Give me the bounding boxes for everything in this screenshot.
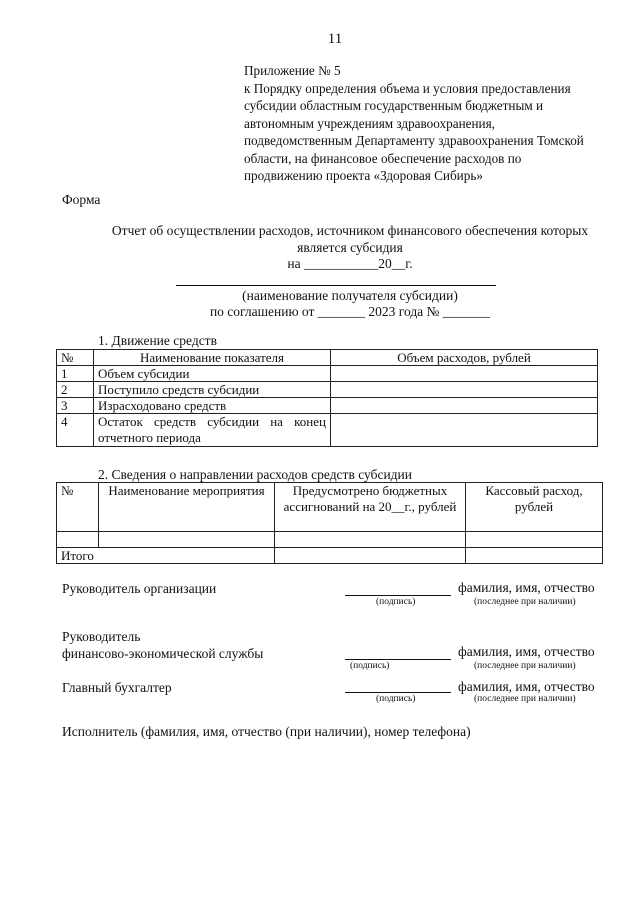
signature-caption: (подпись)	[376, 694, 416, 704]
appendix-line: продвижению проекта «Здоровая Сибирь»	[244, 168, 483, 183]
report-title-line1: Отчет об осуществлении расходов, источником финансового обеспечения которых	[111, 223, 589, 238]
section2-title: 2. Сведения о направлении расходов средств субсидии	[98, 467, 412, 482]
empty-cell	[275, 548, 466, 564]
row-name: Остаток средств субсидии на конец отчетного периода	[94, 414, 331, 447]
report-title-line2: является субсидия	[297, 240, 403, 255]
fio-label: фамилия, имя, отчество	[458, 679, 595, 694]
row-name: Израсходовано средств	[94, 398, 331, 414]
table-row	[57, 532, 603, 548]
report-period: на ___________20__г.	[287, 256, 413, 271]
signature-line	[345, 595, 451, 596]
col-cash-header: Кассовый расход, рублей	[466, 483, 603, 532]
empty-cell	[466, 548, 603, 564]
signature-caption: (подпись)	[350, 661, 390, 671]
table-header-row	[57, 350, 598, 366]
recipient-underline	[176, 285, 496, 286]
signature-caption: (подпись)	[376, 597, 416, 607]
appendix-title: Приложение № 5	[244, 63, 341, 78]
fio-label: фамилия, имя, отчество	[458, 580, 595, 595]
form-label: Форма	[62, 192, 101, 207]
appendix-header	[244, 62, 624, 185]
funds-movement-table	[56, 349, 598, 447]
col-budget-header: Предусмотрено бюджетных ассигнований на 20__г., рублей	[275, 483, 466, 532]
col-event-header: Наименование мероприятия	[99, 483, 275, 532]
appendix-line: автономным учреждениям здравоохранения,	[244, 115, 495, 131]
row-num: 1	[57, 366, 94, 382]
table-row	[57, 382, 598, 398]
recipient-caption: (наименование получателя субсидии)	[242, 288, 458, 303]
fio-caption: (последнее при наличии)	[474, 597, 576, 607]
table-row	[57, 366, 598, 382]
col-num-header: №	[57, 483, 99, 532]
row-name: Объем субсидии	[94, 366, 331, 382]
fio-caption: (последнее при наличии)	[474, 661, 576, 671]
appendix-line: области, на финансовое обеспечение расходов по	[244, 150, 522, 166]
appendix-line: субсидии областным государственным бюджетным и	[244, 98, 544, 113]
head-fin-line1: Руководитель	[62, 629, 141, 644]
fio-caption: (последнее при наличии)	[474, 694, 576, 704]
row-value	[331, 398, 598, 414]
section1-title: 1. Движение средств	[98, 333, 217, 348]
col-num-header: №	[57, 350, 94, 366]
head-org-label: Руководитель организации	[62, 581, 217, 596]
chief-accountant-label: Главный бухгалтер	[62, 680, 172, 695]
page-number: 11	[327, 31, 343, 47]
fio-label: фамилия, имя, отчество	[458, 644, 595, 659]
executor-line: Исполнитель (фамилия, имя, отчество (при наличии), номер телефона)	[62, 724, 471, 739]
appendix-line: подведомственным Департаменту здравоохранения Томской	[244, 133, 584, 148]
col-name-header: Наименование показателя	[94, 350, 331, 366]
signature-line	[345, 659, 451, 660]
row-num: 3	[57, 398, 94, 414]
empty-cell	[57, 532, 99, 548]
row-name: Поступило средств субсидии	[94, 382, 331, 398]
row-value	[331, 366, 598, 382]
total-label: Итого	[57, 548, 275, 564]
report-title	[62, 222, 638, 256]
row-value	[331, 382, 598, 398]
empty-cell	[99, 532, 275, 548]
agreement-line: по соглашению от _______ 2023 года № _______	[209, 304, 491, 319]
row-num: 4	[57, 414, 94, 447]
table-header-row	[57, 483, 603, 532]
empty-cell	[275, 532, 466, 548]
head-fin-line2: финансово-экономической службы	[62, 646, 264, 661]
head-fin-label	[62, 628, 263, 662]
table-row	[57, 398, 598, 414]
row-value	[331, 414, 598, 447]
col-value-header: Объем расходов, рублей	[331, 350, 598, 366]
row-num: 2	[57, 382, 94, 398]
appendix-line: к Порядку определения объема и условия предоставления	[244, 80, 571, 96]
empty-cell	[466, 532, 603, 548]
expenditure-table	[56, 482, 603, 564]
table-row	[57, 414, 598, 447]
total-row	[57, 548, 603, 564]
signature-line	[345, 692, 451, 693]
